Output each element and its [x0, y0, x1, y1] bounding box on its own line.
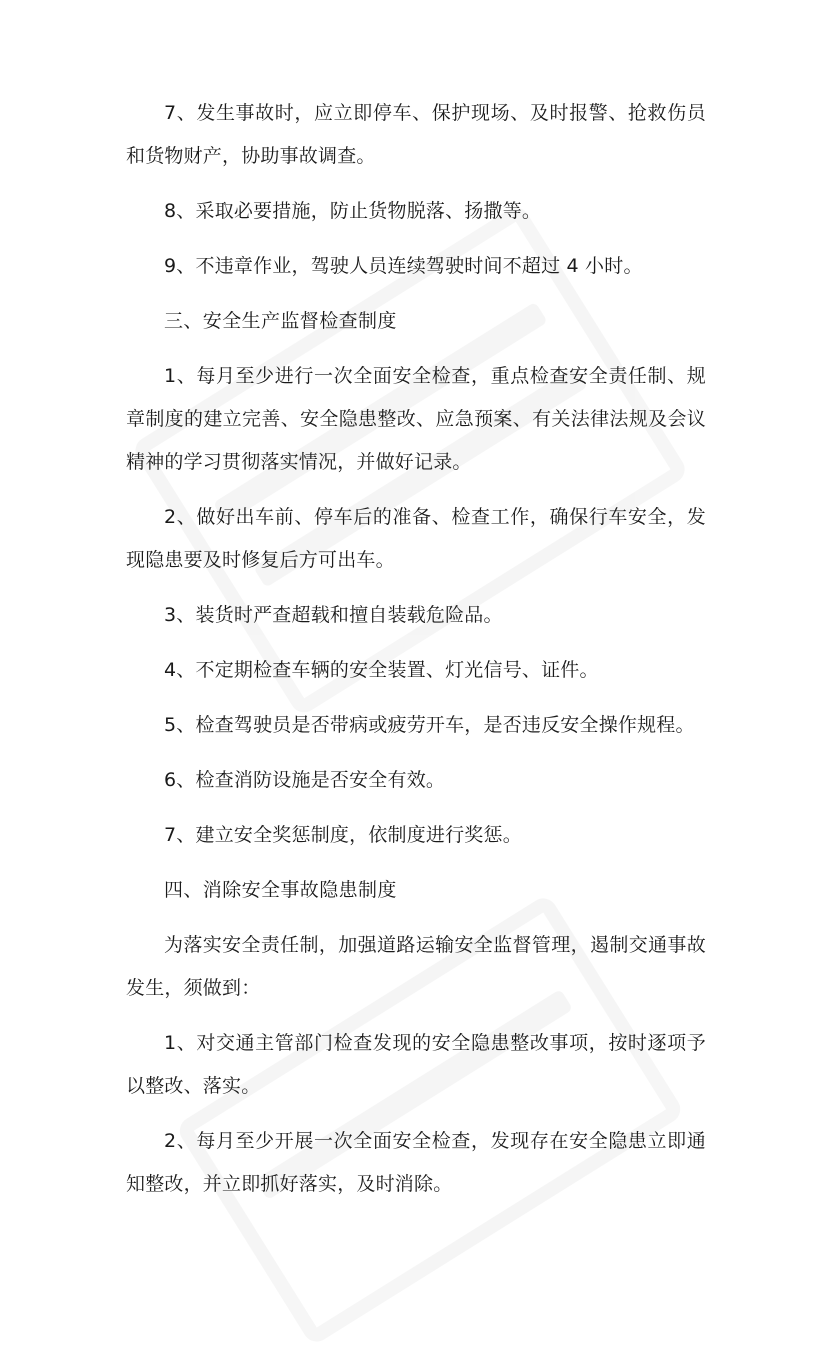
paragraph-item-4-vehicle-check: 4、不定期检查车辆的安全装置、灯光信号、证件。: [164, 659, 599, 681]
paragraph-item-1-rectification: 1、对交通主管部门检查发现的安全隐患整改事项，按时逐项予以整改、落实。: [126, 1032, 706, 1097]
paragraph-intro-requirements: 为落实安全责任制，加强道路运输安全监督管理，遏制交通事故发生，须做到：: [126, 934, 706, 999]
paragraph-item-5-driver-check: 5、检查驾驶员是否带病或疲劳开车，是否违反安全操作规程。: [164, 714, 695, 736]
paragraph-item-3-loading-check: 3、装货时严查超载和擅自装载危险品。: [164, 604, 503, 626]
document-body: [126, 92, 706, 1218]
paragraph-item-2-monthly-check: 2、每月至少开展一次全面安全检查，发现存在安全隐患立即通知整改，并立即抓好落实，及时消除。: [126, 1130, 706, 1195]
paragraph-item-9-driving-hours: 9、不违章作业，驾驶人员连续驾驶时间不超过 4 小时。: [164, 255, 643, 277]
paragraph-item-1-monthly-inspection: 1、每月至少进行一次全面安全检查，重点检查安全责任制、规章制度的建立完善、安全隐患整改、应急预案、有关法律法规及会议精神的学习贯彻落实情况，并做好记录。: [126, 365, 706, 473]
section-heading-hazard-elimination: 四、消除安全事故隐患制度: [164, 879, 397, 901]
paragraph-item-2-pre-trip-check: 2、做好出车前、停车后的准备、检查工作，确保行车安全，发现隐患要及时修复后方可出车。: [126, 506, 706, 571]
section-heading-supervision-inspection: 三、安全生产监督检查制度: [164, 310, 397, 332]
paragraph-item-7-accident-response: 7、发生事故时，应立即停车、保护现场、及时报警、抢救伤员和货物财产，协助事故调查。: [126, 102, 706, 167]
paragraph-item-8-cargo-securing: 8、采取必要措施，防止货物脱落、扬撒等。: [164, 200, 542, 222]
paragraph-item-6-fire-safety: 6、检查消防设施是否安全有效。: [164, 769, 446, 791]
paragraph-item-7-rewards-penalties: 7、建立安全奖惩制度，依制度进行奖惩。: [164, 824, 522, 846]
